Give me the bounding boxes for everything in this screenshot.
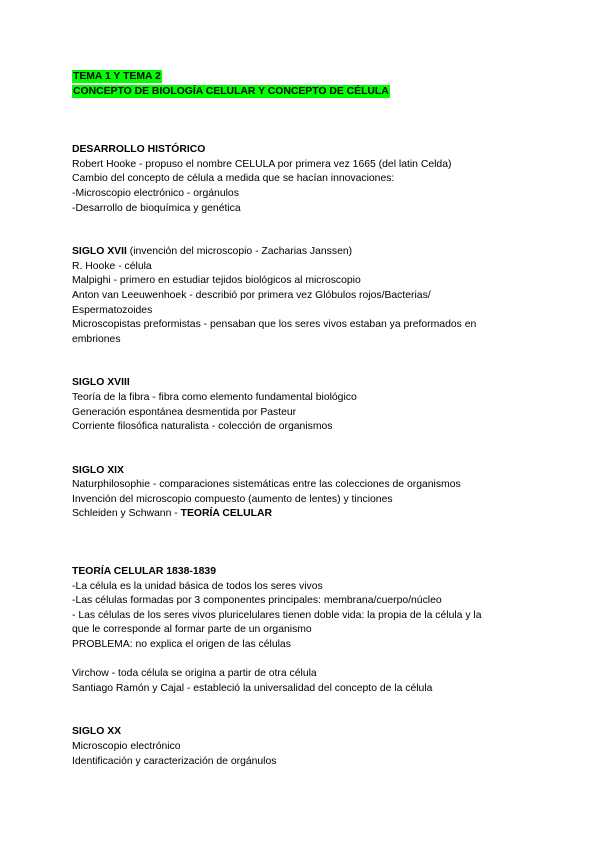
text-line: Anton van Leeuwenhoek - describió por primera vez Glóbulos rojos/Bacterias/: [72, 289, 431, 301]
section-siglo-xviii: [72, 376, 532, 434]
text-line: Virchow - toda célula se origina a partir de otra célula: [72, 668, 317, 680]
section-siglo-xix: [72, 464, 532, 522]
text-line: -Microscopio electrónico - orgánulos: [72, 187, 239, 199]
section-title-rest: (invención del microscopio - Zacharias Janssen): [126, 246, 353, 258]
text-line: embriones: [72, 333, 121, 345]
text-line: Identificación y caracterización de orgánulos: [72, 755, 277, 767]
section-title: SIGLO XX: [72, 726, 122, 738]
section-title: SIGLO XVII: [72, 246, 127, 258]
text-line: -Las células formadas por 3 componentes principales: membrana/cuerpo/núcleo: [72, 595, 442, 607]
text-line: que le corresponde al formar parte de un organismo: [72, 624, 312, 636]
text-line: Schleiden y Schwann -: [72, 508, 181, 520]
text-line: Malpighi - primero en estudiar tejidos biológicos al microscopio: [72, 275, 361, 287]
text-line: Corriente filosófica naturalista - colección de organismos: [72, 421, 333, 433]
text-line: Invención del microscopio compuesto (aumento de lentes) y tinciones: [72, 493, 393, 505]
text-line: -Desarrollo de bioquímica y genética: [72, 202, 241, 214]
header: [72, 70, 532, 85]
text-line: Espermatozoides: [72, 304, 153, 316]
text-line: Santiago Ramón y Cajal - estableció la universalidad del concepto de la célula: [72, 682, 433, 694]
section-historico: [72, 143, 532, 216]
section-siglo-xx: [72, 725, 532, 769]
text-line: - Las células de los seres vivos pluricelulares tienen doble vida: la propia de la célula y la: [72, 609, 482, 621]
text-line: Microscopistas preformistas - pensaban que los seres vivos estaban ya preformados en: [72, 319, 477, 331]
header-title: TEMA 1 Y TEMA 2: [73, 71, 161, 82]
text-line: Microscopio electrónico: [72, 741, 181, 752]
section-title: TEORÍA CELULAR 1838-1839: [72, 566, 216, 578]
section-title: SIGLO XVIII: [72, 377, 130, 389]
text-line: PROBLEMA: no explica el origen de las células: [72, 639, 291, 651]
header-subtitle: CONCEPTO DE BIOLOGÍA CELULAR Y CONCEPTO DE CÉLULA: [73, 85, 389, 97]
text-line: Generación espontánea desmentida por Pasteur: [72, 406, 297, 418]
text-line: Naturphilosophie - comparaciones sistemáticas entre las colecciones de organismos: [72, 479, 461, 491]
section-title: SIGLO XIX: [72, 464, 124, 476]
text-line: Teoría de la fibra - fibra como elemento fundamental biológico: [72, 391, 357, 403]
section-title: DESARROLLO HISTÓRICO: [72, 144, 206, 156]
section-siglo-xvii: [72, 245, 532, 347]
text-line: Cambio del concepto de célula a medida que se hacían innovaciones:: [72, 173, 395, 185]
document-page: [72, 70, 532, 769]
text-line: -La célula es la unidad básica de todos los seres vivos: [72, 580, 323, 592]
teoria-celular-emphasis: TEORÍA CELULAR: [180, 508, 272, 520]
text-line: R. Hooke - célula: [72, 260, 152, 272]
text-line: Robert Hooke - propuso el nombre CELULA por primera vez 1665 (del latin Celda): [72, 158, 452, 170]
section-teoria-celular: [72, 565, 532, 696]
